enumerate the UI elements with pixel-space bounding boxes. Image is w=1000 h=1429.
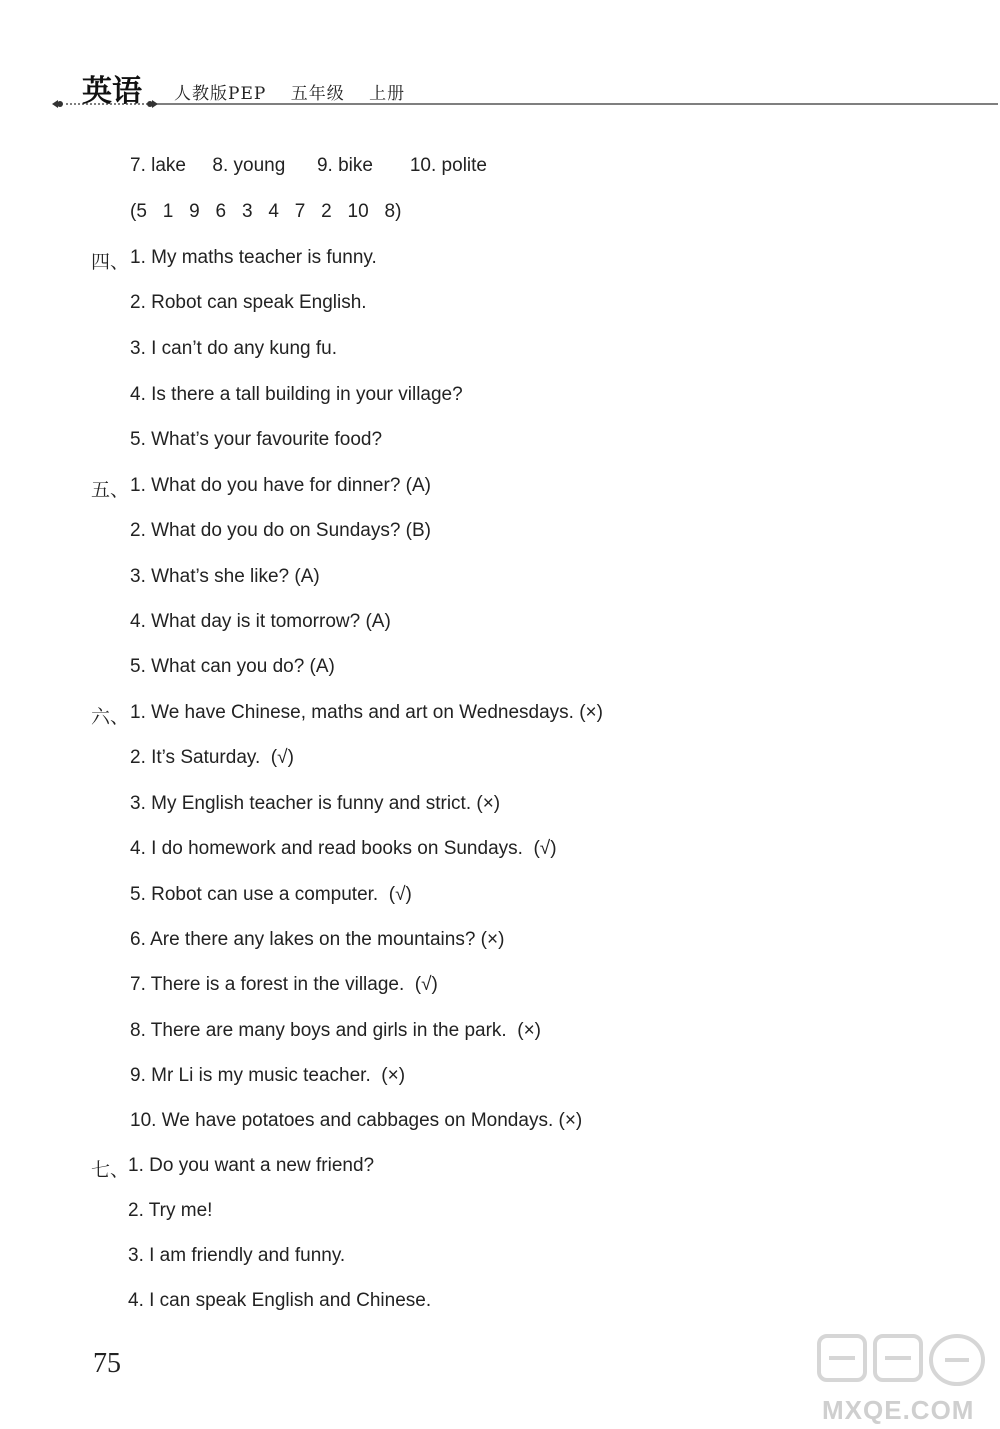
volume-label: 上册 — [369, 84, 406, 104]
answer-line: 3. My English teacher is funny and strict. (×) — [130, 793, 501, 814]
answer-line: 4. I can speak English and Chinese. — [128, 1290, 432, 1311]
section-marker: 七、 — [91, 1159, 130, 1181]
edition-label: 人教版PEP — [174, 84, 267, 104]
answer-line: 9. Mr Li is my music teacher. (×) — [130, 1065, 406, 1086]
answer-line: 2. What do you do on Sundays? (B) — [130, 520, 432, 541]
answer-line: 3. What’s she like? (A) — [130, 566, 320, 587]
ornament-right-icon — [147, 100, 158, 108]
answer-line: 8. There are many boys and girls in the park. (×) — [130, 1020, 541, 1041]
answer-line: 4. I do homework and read books on Sundays. (√) — [130, 838, 557, 859]
answer-line: 7. There is a forest in the village. (√) — [130, 974, 438, 995]
answer-line: 5. What’s your favourite food? — [130, 429, 383, 450]
answer-line: 2. Try me! — [128, 1200, 213, 1221]
answer-line: 1. Do you want a new friend? — [128, 1155, 375, 1176]
answer-line: 2. It’s Saturday. (√) — [130, 747, 294, 768]
watermark-text: MXQE.COM — [822, 1395, 975, 1425]
header-rule — [0, 0, 1000, 120]
answer-line: 5. What can you do? (A) — [130, 656, 335, 677]
section-marker: 五、 — [91, 479, 130, 501]
answer-line: 3. I can’t do any kung fu. — [130, 338, 338, 359]
answer-line: 1. My maths teacher is funny. — [130, 247, 377, 268]
answer-line: 4. Is there a tall building in your village? — [130, 384, 463, 405]
answer-line: 6. Are there any lakes on the mountains? (×) — [130, 929, 505, 950]
section-marker: 六、 — [91, 706, 130, 728]
answer-line: 10. We have potatoes and cabbages on Mondays. (×) — [130, 1110, 583, 1131]
answer-line: 5. Robot can use a computer. (√) — [130, 884, 412, 905]
answer-line: 1. What do you have for dinner? (A) — [130, 475, 431, 496]
section-marker: 四、 — [91, 251, 130, 273]
answer-line: (5 1 9 6 3 4 7 2 10 8) — [130, 201, 402, 222]
ornament-left-icon — [52, 100, 63, 108]
watermark-logo-icon — [815, 1330, 995, 1400]
grade-label: 五年级 — [290, 84, 345, 104]
answer-line: 2. Robot can speak English. — [130, 292, 367, 313]
page-number: 75 — [93, 1348, 121, 1379]
answer-line: 7. lake 8. young 9. bike 10. polite — [130, 155, 487, 176]
answer-line: 3. I am friendly and funny. — [128, 1245, 346, 1266]
answer-line: 1. We have Chinese, maths and art on Wednesdays. (×) — [130, 702, 603, 723]
subject-title: 英语 — [82, 74, 142, 109]
answer-line: 4. What day is it tomorrow? (A) — [130, 611, 391, 632]
